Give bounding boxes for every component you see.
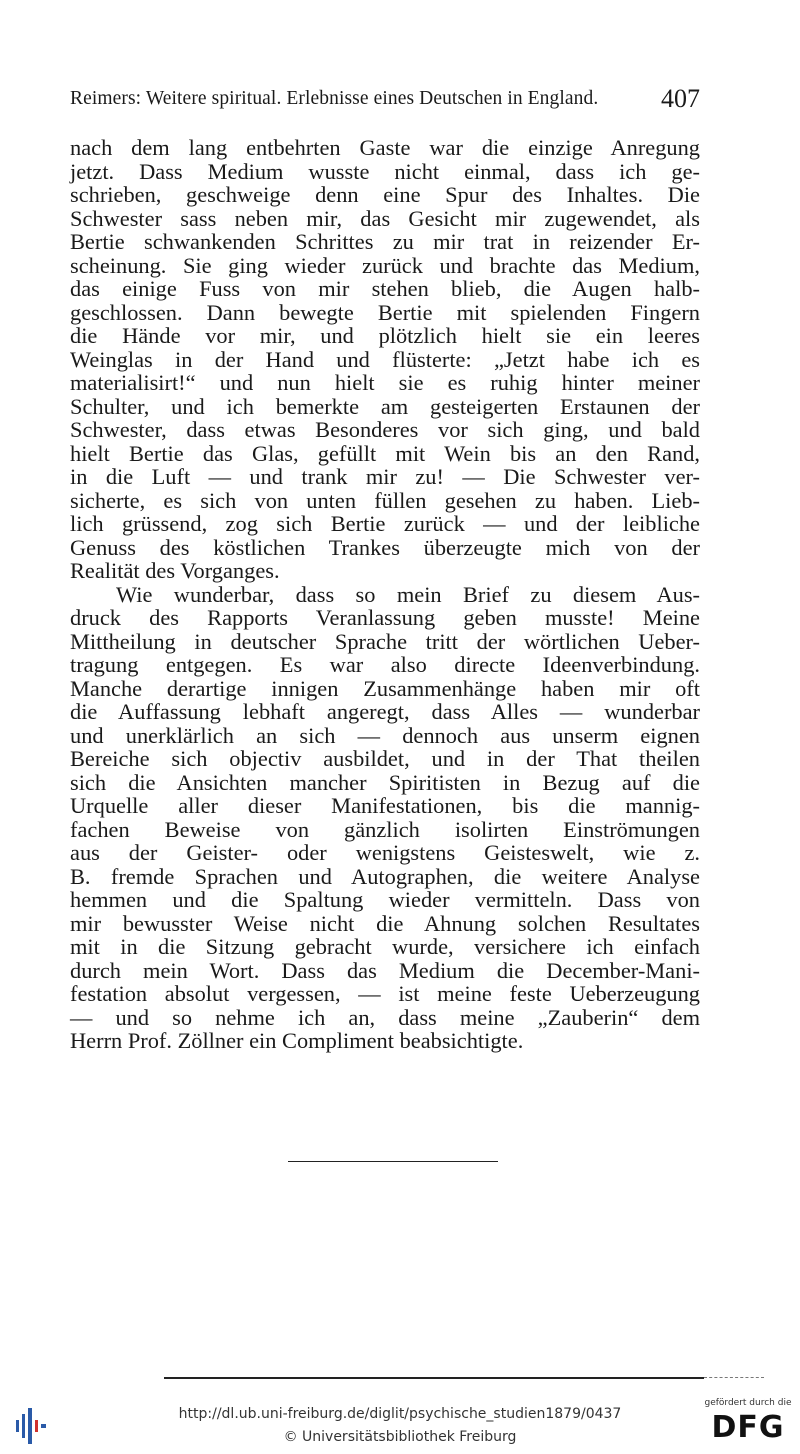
dfg-logo: DFG [711,1410,785,1445]
text-line: Herrn Prof. Zöllner ein Compliment beabsichtigte. [70,1028,524,1053]
text-line: mir bewusster Weise nicht die Ahnung solchen Resultates [70,910,700,936]
text-line: lich grüssend, zog sich Bertie zurück — und der leibliche [70,511,700,536]
text-line: schrieben, geschweige denn eine Spur des Inhaltes. Die [70,182,700,207]
text-line: jetzt. Dass Medium wusste nicht einmal, dass ich ge- [70,158,700,184]
text-line: Manche derartige innigen Zusammenhänge haben mir oft [70,675,700,701]
text-line: sich die Ansichten mancher Spiritisten in Bezug auf die [70,769,700,795]
text-line: materialisirt!“ und nun hielt sie es ruhig hinter meiner [70,370,700,395]
footer-bar [0,1396,800,1454]
text-line: scheinung. Sie ging wieder zurück und brachte das Medium, [70,252,700,278]
text-line: Schulter, und ich bemerkte am gesteigerten Erstaunen der [70,393,700,419]
text-line: die Hände vor mir, und plötzlich hielt sie ein leeres [70,323,700,348]
text-line: in die Luft — und trank mir zu! — Die Schwester ver- [70,464,700,489]
text-line: festation absolut vergessen, — ist meine feste Ueberzeugung [70,981,700,1006]
page-header [70,84,700,122]
text-line: Realität des Vorganges. [70,558,280,583]
text-line: Bertie schwankenden Schrittes zu mir trat in reizender Er- [70,229,700,254]
text-line: fachen Beweise von gänzlich isolirten Einströmungen [70,816,700,842]
text-line: hielt Bertie das Glas, gefüllt mit Wein bis an den Rand, [70,440,700,466]
running-head: Reimers: Weitere spiritual. Erlebnisse eines Deutschen in England. [70,88,599,109]
text-line: sicherte, es sich von unten füllen gesehen zu haben. Lieb- [70,487,700,513]
text-line: B. fremde Sprachen und Autographen, die weitere Analyse [70,863,700,889]
text-line: Wie wunderbar, dass so mein Brief zu diesem Aus- [116,581,700,607]
text-line: mit in die Sitzung gebracht wurde, versichere ich einfach [70,934,700,959]
permalink-url[interactable]: http://dl.ub.uni-freiburg.de/diglit/psychische_studien1879/0437 [178,1406,622,1422]
dfg-label: gefördert durch die [704,1398,792,1408]
bottom-rule [164,1377,704,1379]
text-line: das einige Fuss von mir stehen blieb, die Augen halb- [70,276,700,301]
text-line: nach dem lang entbehrten Gaste war die einzige Anregung [70,135,700,160]
text-line: Bereiche sich objectiv ausbildet, und in der That theilen [70,746,700,771]
paragraph-2 [70,583,700,1053]
text-line: die Auffassung lebhaft angeregt, dass Alles — wunderbar [70,699,700,724]
text-line: durch mein Wort. Dass das Medium die December-Mani- [70,957,700,983]
text-line: Weinglas in der Hand und flüsterte: „Jetzt habe ich es [70,346,700,372]
text-line: Mittheilung in deutscher Sprache tritt der wörtlichen Ueber- [70,628,700,654]
dfg-badge[interactable] [700,1398,796,1452]
text-line: geschlossen. Dann bewegte Bertie mit spielenden Fingern [70,299,700,325]
text-line: Genuss des köstlichen Trankes überzeugte mich von der [70,534,700,560]
text-line: druck des Rapports Veranlassung geben musste! Meine [70,605,700,630]
page-number: 407 [661,84,700,113]
text-line: hemmen und die Spaltung wieder vermitteln. Dass von [70,887,700,912]
text-line: und unerklärlich an sich — dennoch aus unserm eignen [70,722,700,748]
copyright-notice: © Universitätsbibliothek Freiburg [283,1429,517,1445]
text-line: Schwester sass neben mir, das Gesicht mir zugewendet, als [70,205,700,231]
text-line: — und so nehme ich an, dass meine „Zauberin“ dem [70,1004,700,1030]
text-line: Urquelle aller dieser Manifestationen, bis die mannig- [70,793,700,818]
text-line: Schwester, dass etwas Besonderes vor sich ging, und bald [70,417,700,442]
text-line: aus der Geister- oder wenigstens Geisteswelt, wie z. [70,840,700,865]
body-text [70,136,700,1053]
paragraph-1 [70,136,700,583]
section-divider [288,1161,498,1162]
text-line: tragung entgegen. Es war also directe Ideenverbindung. [70,652,700,677]
bottom-rule-dashes [704,1377,764,1378]
